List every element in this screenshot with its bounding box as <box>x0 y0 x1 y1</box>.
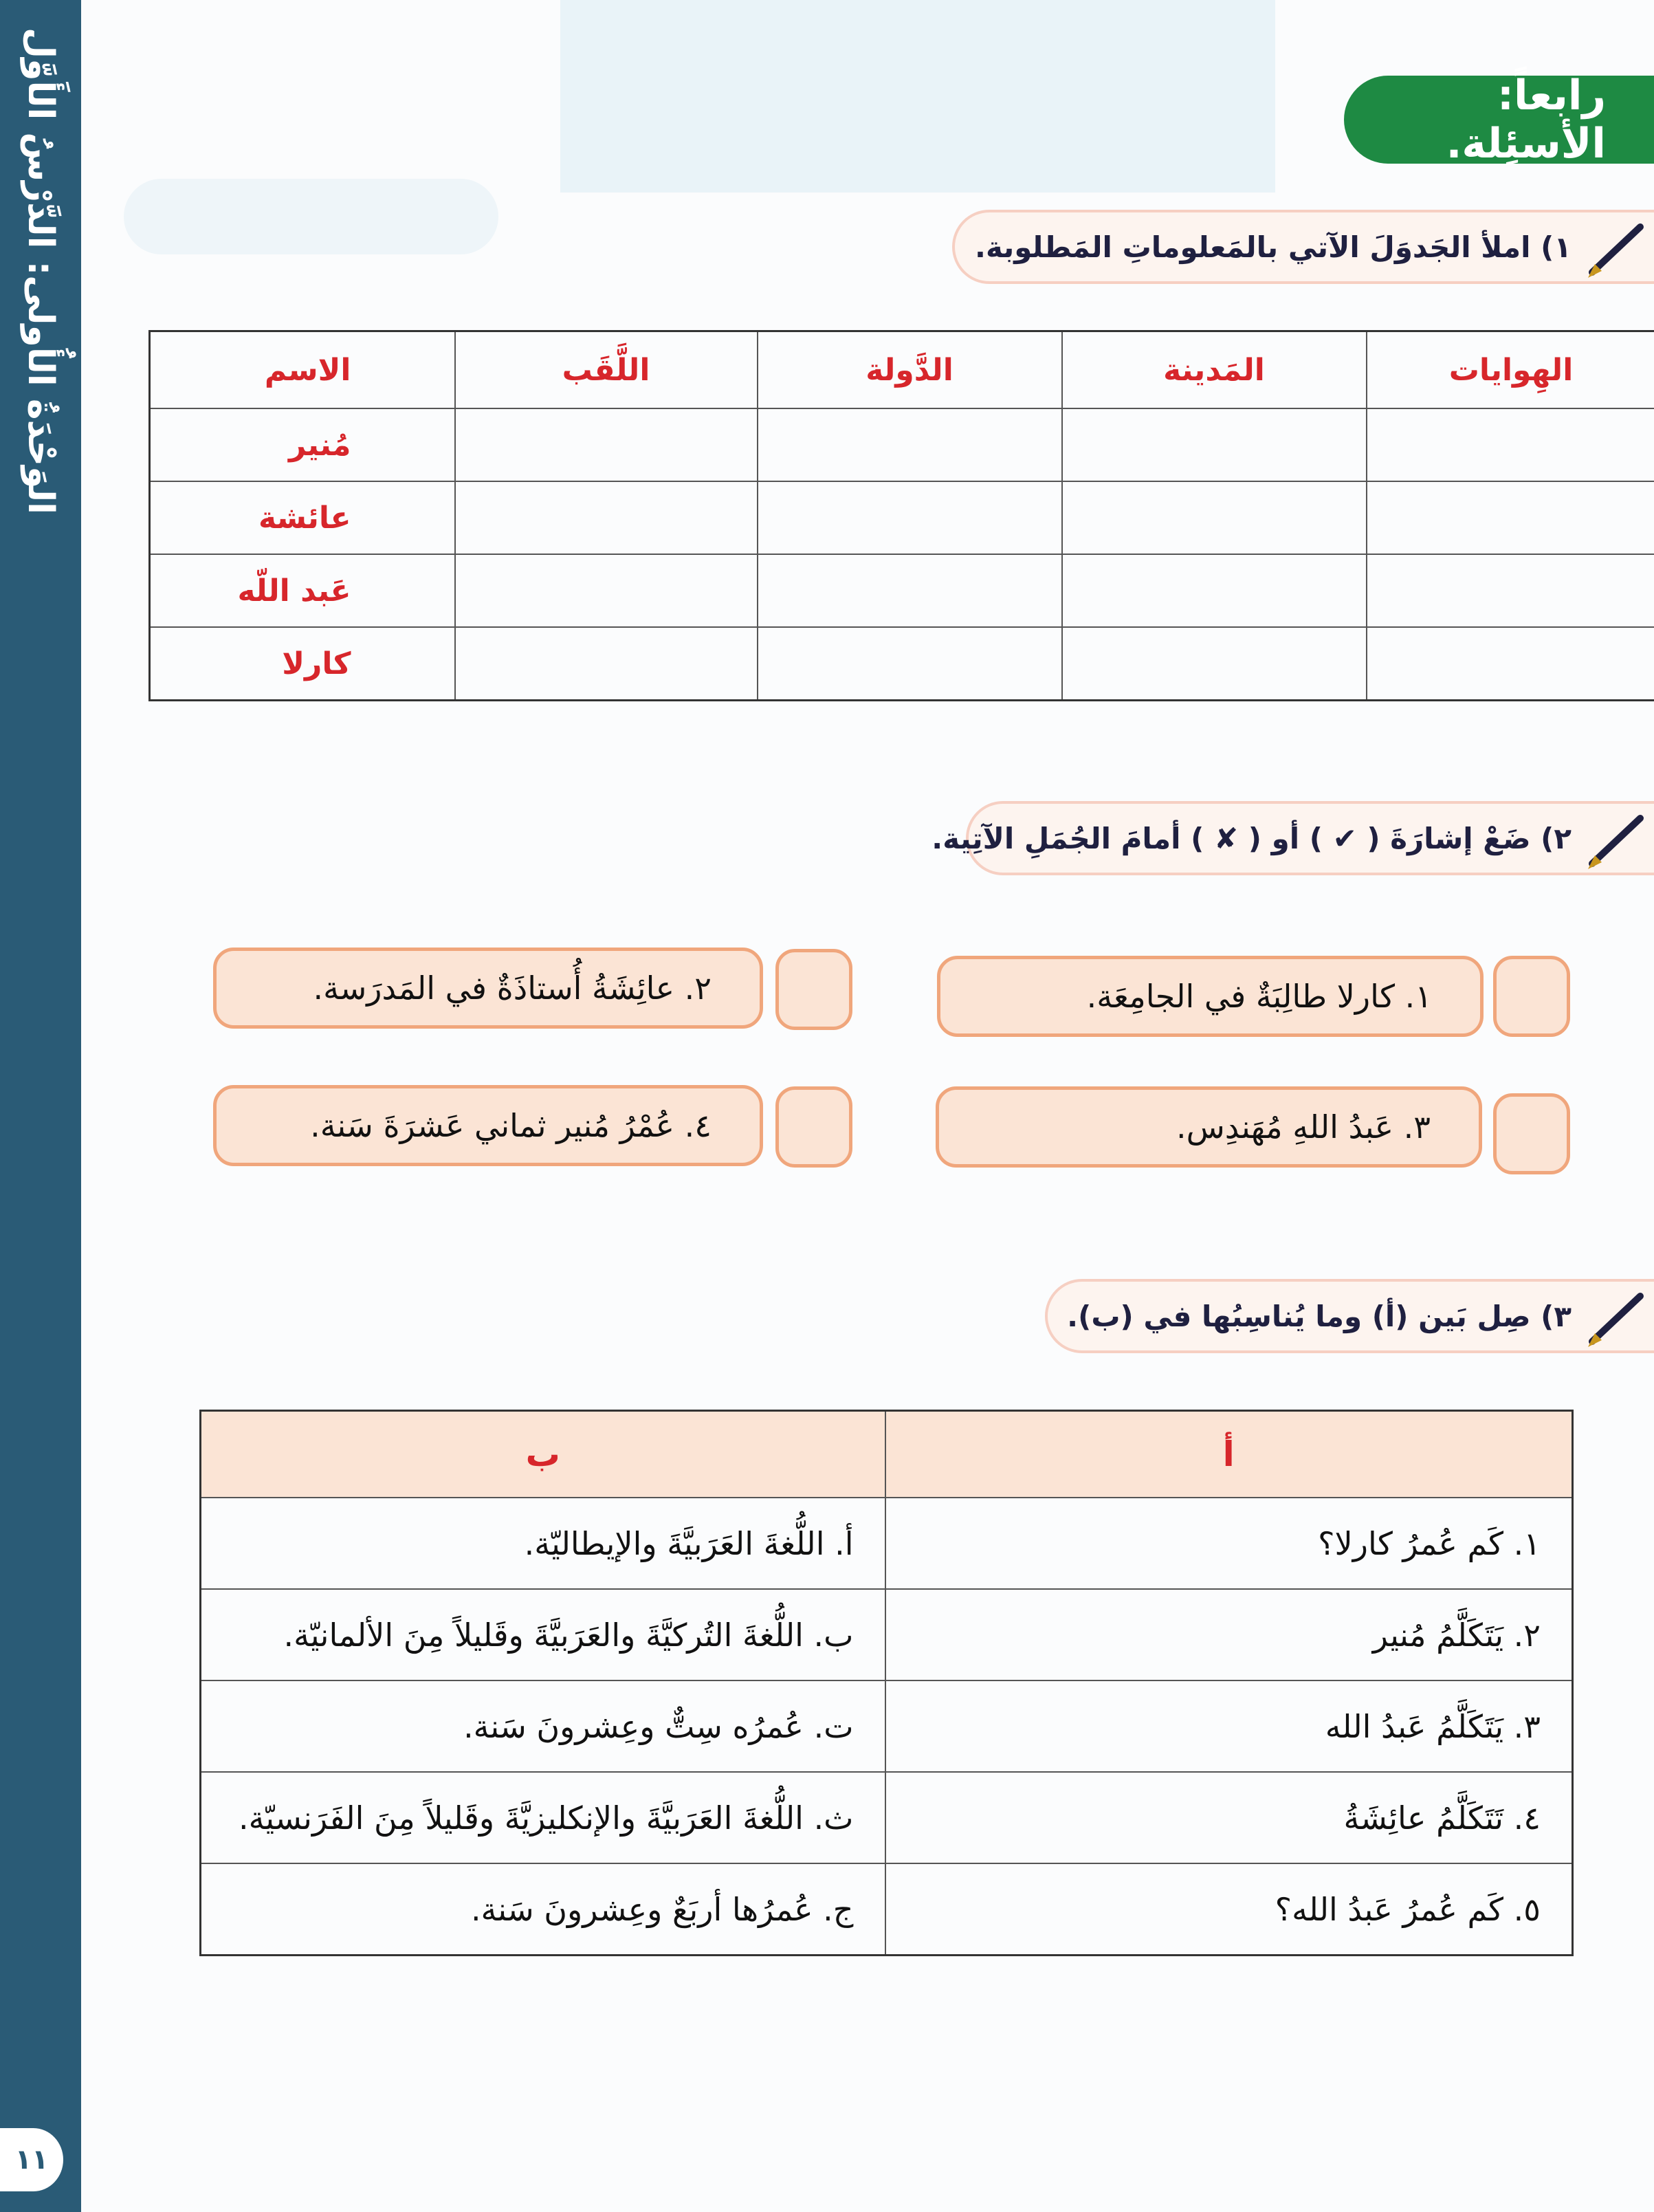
section-header <box>1344 72 1654 168</box>
info-fill-table <box>148 330 1654 701</box>
answer-box-1[interactable] <box>1493 956 1570 1037</box>
statement-text: ١. كارلا طالِبَةٌ في الجامِعَة. <box>1086 978 1432 1015</box>
statement-text: ٣. عَبدُ اللهِ مُهَندِس. <box>1176 1108 1431 1146</box>
table-header-row <box>201 1411 1573 1498</box>
blank-cell[interactable] <box>1367 408 1654 481</box>
unit-lesson-title: الوَحْدَةُ الأُولى: الدَّرْسُ الأَوَّل <box>20 28 61 514</box>
item-a[interactable]: ٣. يَتَكَلَّمُ عَبدُ الله <box>885 1680 1573 1772</box>
table-row <box>150 554 1654 627</box>
statement-1 <box>937 956 1484 1037</box>
column-header-city: المَدينة <box>1062 331 1367 409</box>
blank-cell[interactable] <box>1367 481 1654 554</box>
blank-cell[interactable] <box>758 481 1062 554</box>
item-b[interactable]: ج. عُمرُها أربَعٌ وعِشرونَ سَنة. <box>201 1863 885 1956</box>
faded-background-banner <box>560 0 1275 193</box>
item-b[interactable]: ت. عُمرُه سِتٌّ وعِشرونَ سَنة. <box>201 1680 885 1772</box>
table-row <box>150 408 1654 481</box>
table-row <box>150 481 1654 554</box>
question-1-banner <box>952 210 1654 284</box>
column-header-name: الاسم <box>150 331 455 409</box>
blank-cell[interactable] <box>758 408 1062 481</box>
table-row <box>150 627 1654 701</box>
blank-cell[interactable] <box>455 627 758 701</box>
row-name: كارلا <box>150 627 455 701</box>
item-a[interactable]: ٢. يَتَكَلَّمُ مُنير <box>885 1589 1573 1680</box>
blank-cell[interactable] <box>1367 554 1654 627</box>
statement-2 <box>213 948 763 1029</box>
blank-cell[interactable] <box>758 627 1062 701</box>
blank-cell[interactable] <box>1062 554 1367 627</box>
pen-icon <box>1585 1288 1647 1350</box>
column-header-hobbies: الهِوايات <box>1367 331 1654 409</box>
statement-text: ٢. عائِشَةُ أُستاذَةٌ في المَدرَسة. <box>313 970 712 1007</box>
pen-icon <box>1585 219 1647 281</box>
blank-cell[interactable] <box>455 554 758 627</box>
row-name: عائشة <box>150 481 455 554</box>
row-name: مُنير <box>150 408 455 481</box>
answer-box-4[interactable] <box>775 1086 852 1168</box>
table-row <box>201 1863 1573 1956</box>
statement-text: ٤. عُمْرُ مُنير ثماني عَشرَةَ سَنة. <box>310 1107 712 1144</box>
section-title: رابعاً: الأسئِلة. <box>1446 72 1606 168</box>
blank-cell[interactable] <box>758 554 1062 627</box>
column-header-country: الدَّولة <box>758 331 1062 409</box>
statement-3 <box>936 1086 1482 1168</box>
question-2-banner <box>931 801 1654 875</box>
item-b[interactable]: ث. اللُّغةَ العَرَبيَّةَ والإنكليزيَّةَ وقَليلاً مِنَ الفَرَنسيّة. <box>201 1772 885 1863</box>
question-1-label: ١) املأ الجَدوَلَ الآتي بالمَعلوماتِ المَطلوبة. <box>975 230 1572 264</box>
blank-cell[interactable] <box>455 408 758 481</box>
blank-cell[interactable] <box>455 481 758 554</box>
page-number: ١١ <box>0 2125 67 2195</box>
table-row <box>201 1589 1573 1680</box>
item-a[interactable]: ٤. تَتَكَلَّمُ عائِشَةُ <box>885 1772 1573 1863</box>
pen-icon <box>1585 810 1647 872</box>
item-b[interactable]: أ. اللُّغةَ العَرَبيَّةَ والإيطاليّة. <box>201 1498 885 1589</box>
column-header-b: ب <box>201 1411 885 1498</box>
question-3-label: ٣) صِل بَين (أ) وما يُناسِبُها في (ب). <box>1067 1299 1572 1333</box>
table-row <box>201 1498 1573 1589</box>
blank-cell[interactable] <box>1062 627 1367 701</box>
answer-box-3[interactable] <box>1493 1093 1570 1174</box>
question-2-label: ٢) ضَعْ إشارَةَ ( ✔ ) أو ( ✘ ) أمامَ الجُمَلِ الآتِية. <box>931 821 1572 855</box>
blank-cell[interactable] <box>1367 627 1654 701</box>
row-name: عَبد اللّه <box>150 554 455 627</box>
faded-background-pill <box>124 179 498 254</box>
blank-cell[interactable] <box>1062 481 1367 554</box>
blank-cell[interactable] <box>1062 408 1367 481</box>
table-row <box>201 1680 1573 1772</box>
answer-box-2[interactable] <box>775 949 852 1030</box>
item-a[interactable]: ١. كَم عُمرُ كارلا؟ <box>885 1498 1573 1589</box>
table-header-row <box>150 331 1654 409</box>
column-header-surname: اللَّقَب <box>455 331 758 409</box>
statement-4 <box>213 1085 763 1166</box>
item-b[interactable]: ب. اللُّغةَ التُركيَّةَ والعَرَبيَّةَ وقَليلاً مِنَ الألمانيّة. <box>201 1589 885 1680</box>
matching-table <box>199 1410 1574 1956</box>
table-row <box>201 1772 1573 1863</box>
item-a[interactable]: ٥. كَم عُمرُ عَبدُ الله؟ <box>885 1863 1573 1956</box>
column-header-a: أ <box>885 1411 1573 1498</box>
question-3-banner <box>1045 1279 1654 1353</box>
